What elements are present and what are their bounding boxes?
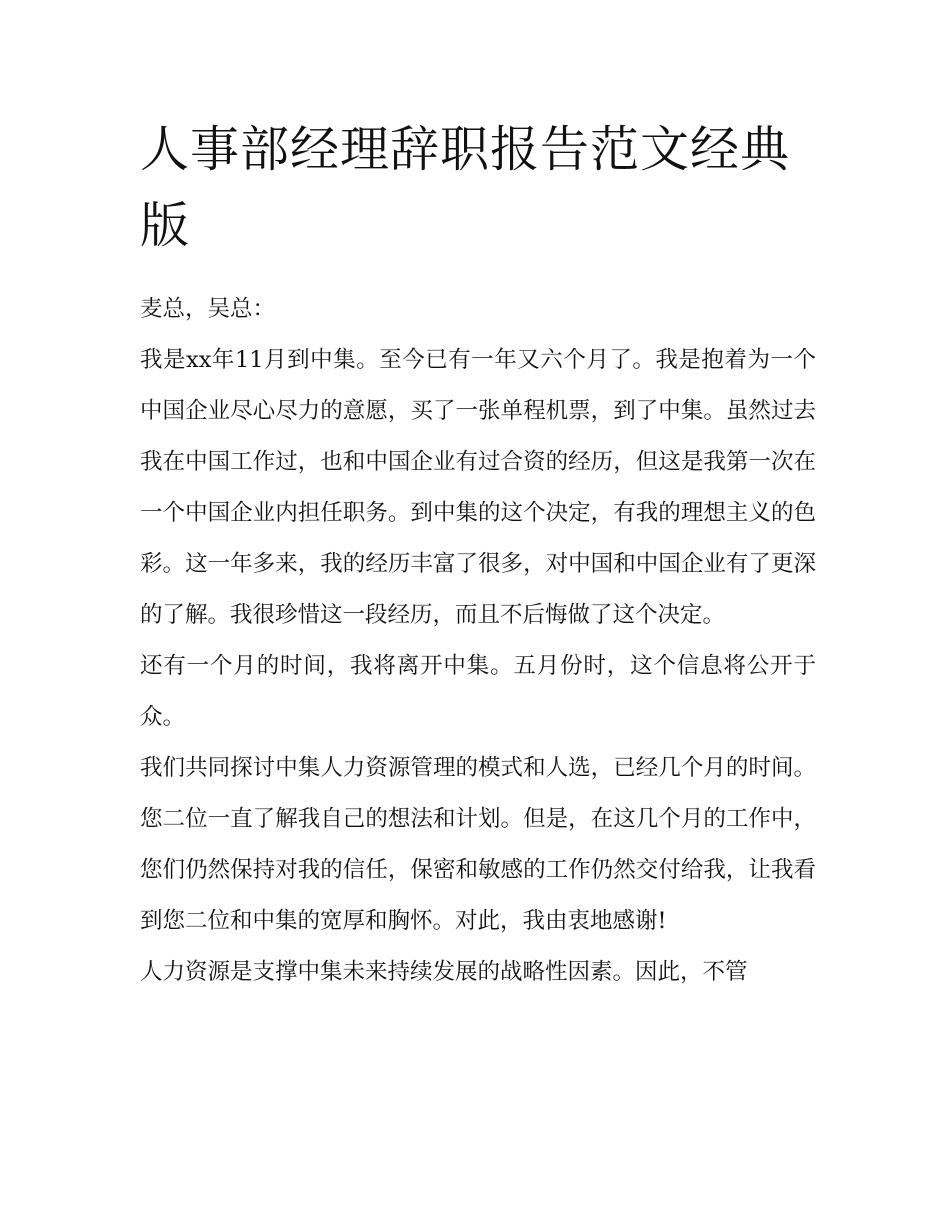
document-body xyxy=(140,284,816,998)
paragraph-2: 还有一个月的时间，我将离开中集。五月份时，这个信息将公开于众。 xyxy=(140,653,816,730)
salutation: 麦总，吴总： xyxy=(140,296,276,322)
paragraph-3: 我们共同探讨中集人力资源管理的模式和人选，已经几个月的时间。您二位一直了解我自己的想法和计划。但是，在这几个月的工作中，您们仍然保持对我的信任，保密和敏感的工作仍然交付给我，让我看到您二位和中集的宽厚和胸怀。对此，我由衷地感谢! xyxy=(140,755,816,934)
paragraph-4: 人力资源是支撑中集未来持续发展的战略性因素。因此，不管 xyxy=(140,959,748,985)
paragraph-1: 我是xx年11月到中集。至今已有一年又六个月了。我是抱着为一个中国企业尽心尽力的意愿，买了一张单程机票，到了中集。虽然过去我在中国工作过，也和中国企业有过合资的经历，但这是我第一次在一个中国企业内担任职务。到中集的这个决定，有我的理想主义的色彩。这一年多来，我的经历丰富了很多，对中国和中国企业有了更深的了解。我很珍惜这一段经历，而且不后悔做了这个决定。 xyxy=(140,347,816,628)
document-content xyxy=(140,112,816,998)
document-title: 人事部经理辞职报告范文经典版 xyxy=(140,121,791,254)
